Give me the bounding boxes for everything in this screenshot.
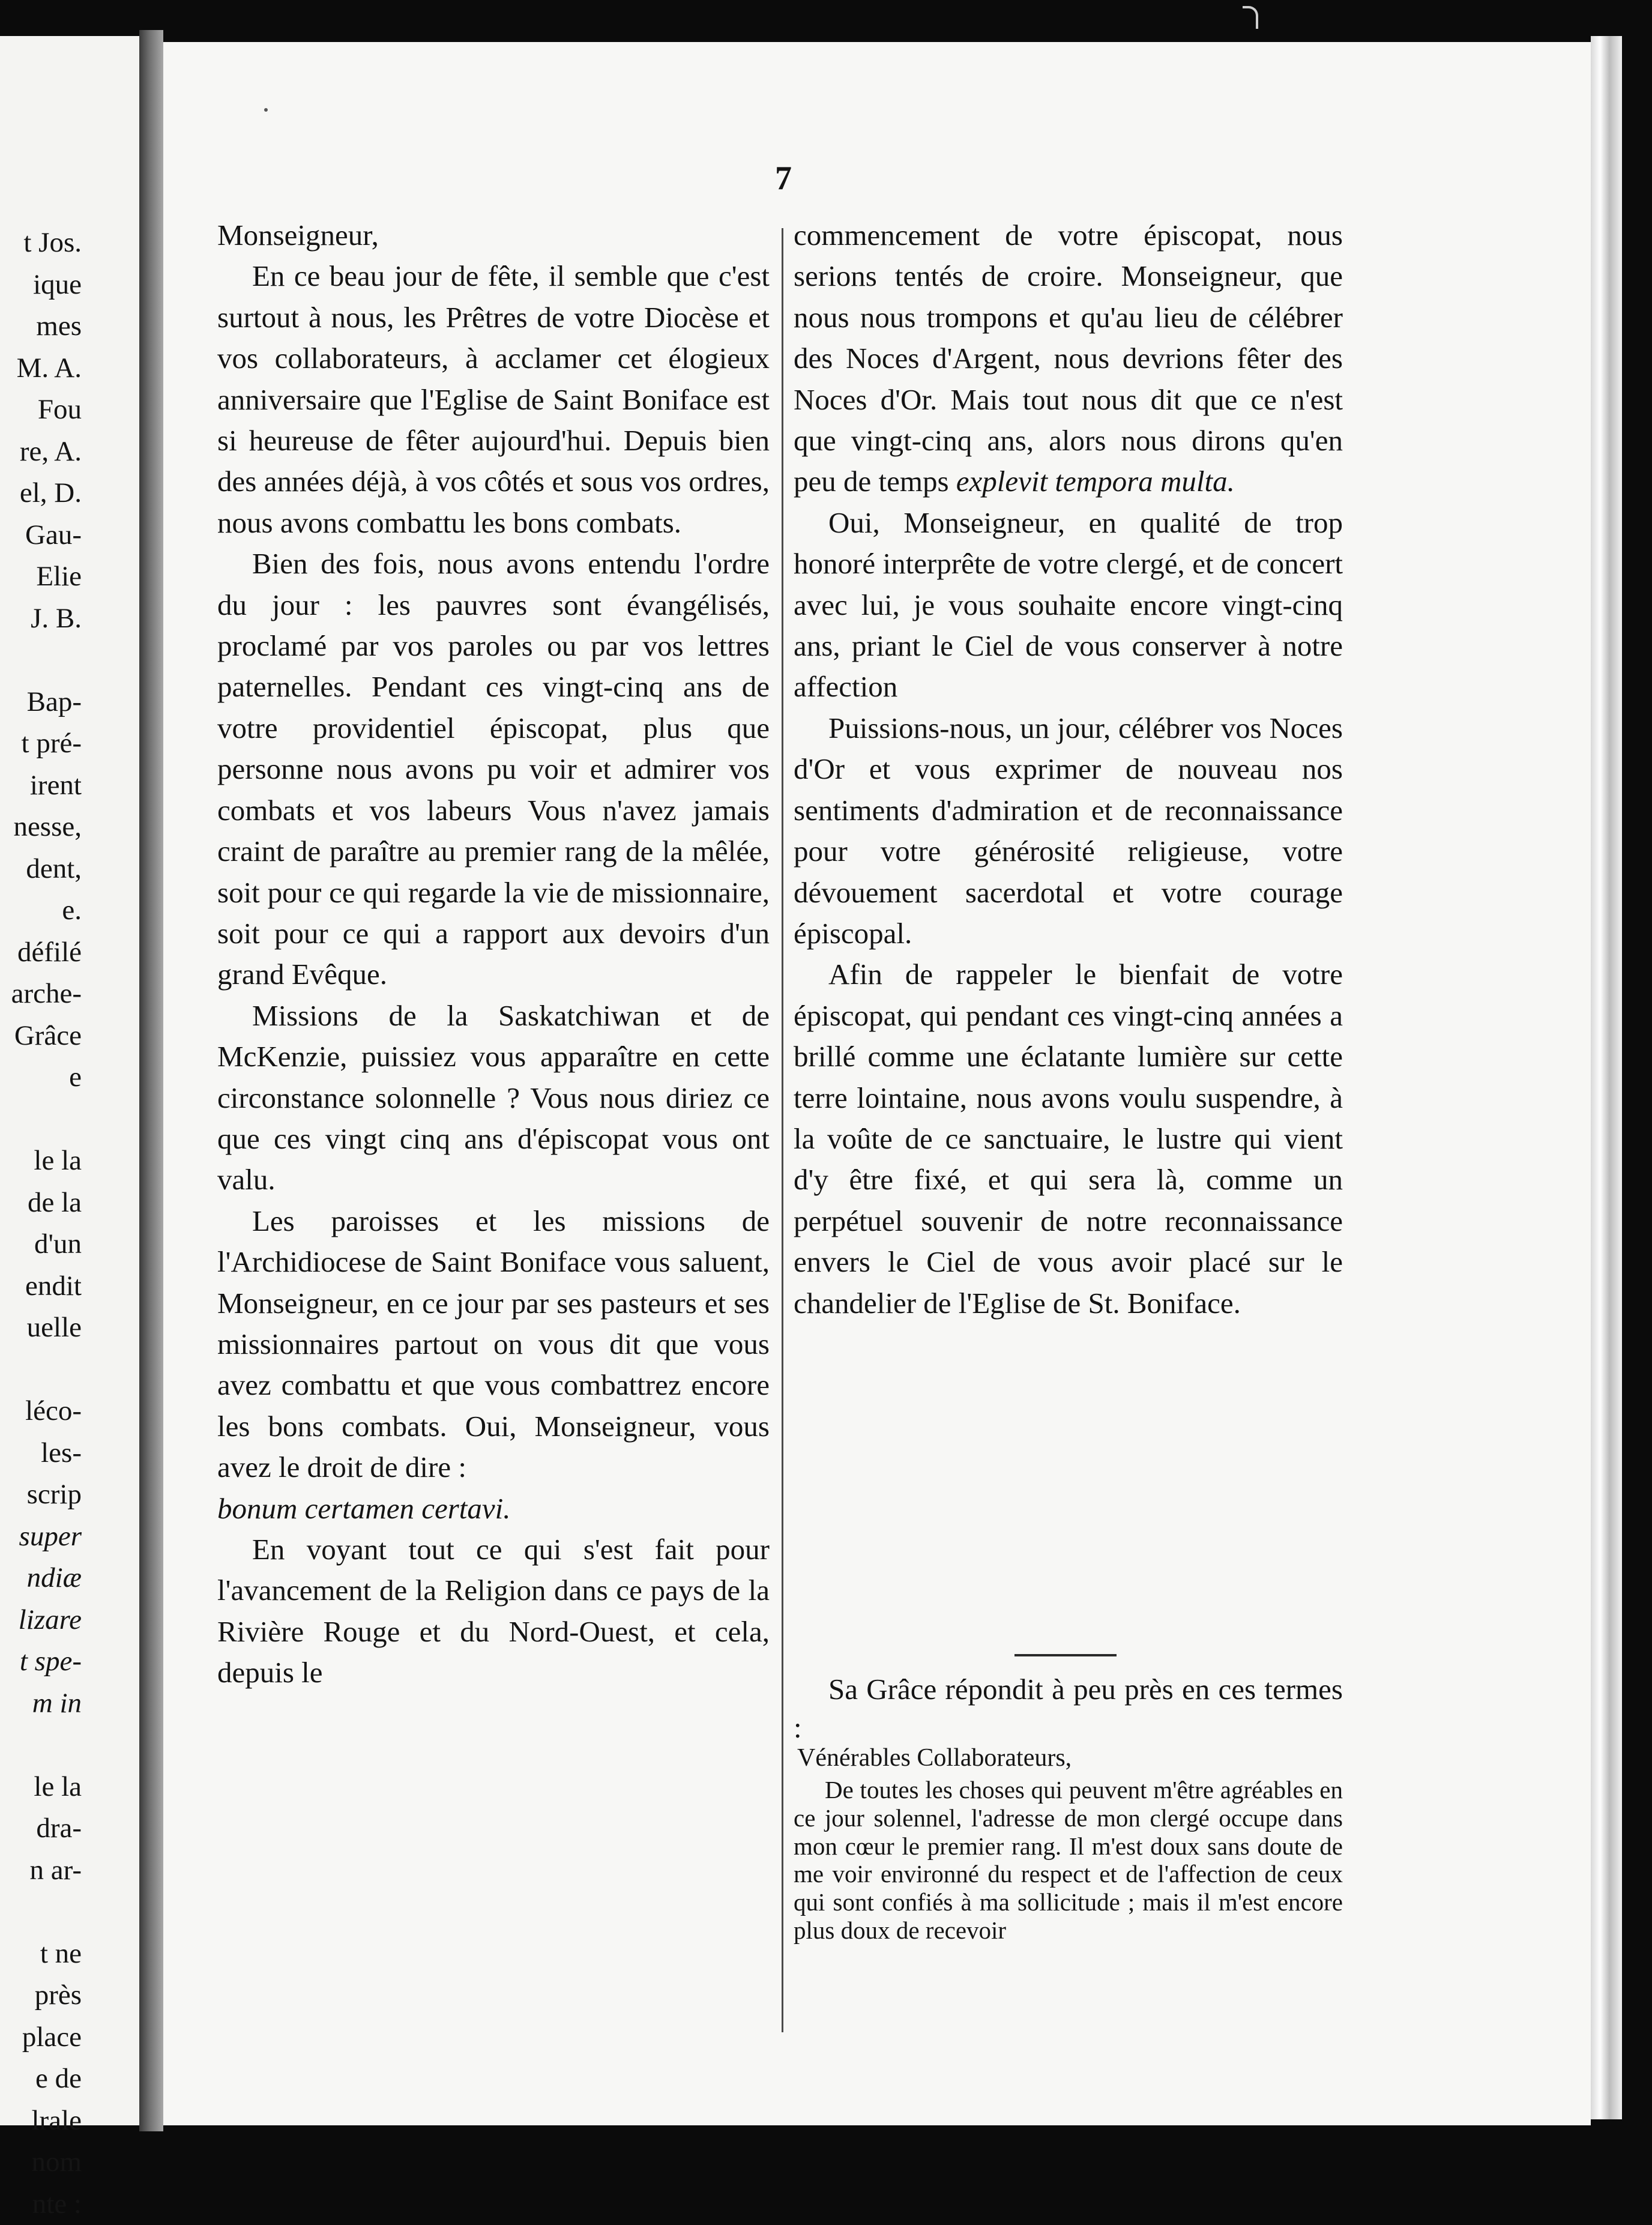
previous-page-line: t pré- <box>0 723 82 765</box>
previous-page-line: le la <box>0 1140 82 1182</box>
previous-page-line: ique <box>0 264 82 306</box>
previous-page-line: nte : <box>0 2184 82 2225</box>
previous-page-line: J. B. <box>0 598 82 640</box>
previous-page-line: mes <box>0 306 82 348</box>
previous-page-line: e. <box>0 890 82 932</box>
section-separator <box>1014 1654 1117 1656</box>
previous-page-line <box>0 639 82 681</box>
paragraph <box>794 215 1343 503</box>
previous-page-line: re, A. <box>0 431 82 473</box>
reply-speech-text: De toutes les choses qui peuvent m'être agréables en ce jour solennel, l'adresse de mon clergé occupe dans mon cœur le premier rang. Il m'est doux sans doute de me voir environné du respect et de l'affection de ceux qui sont confiés à ma sollicitude ; mais il m'est encore plus doux de recevoir <box>794 1776 1343 1945</box>
previous-page-line: n ar- <box>0 1850 82 1892</box>
previous-page-line: e <box>0 1057 82 1099</box>
previous-page <box>0 36 139 2125</box>
latin-quote-text: bonum certamen certavi. <box>217 1492 511 1525</box>
previous-page-line: t spe- <box>0 1641 82 1683</box>
ink-speck <box>264 108 268 112</box>
paragraph: Afin de rappeler le bienfait de votre épiscopat, qui pendant ces vingt-cinq années a brillé comme une éclatante lumière sur cette terre lointaine, nous avons voulu suspendre, à la voûte de ce sanctuaire, le lustre qui vient d'y être fixé, et qui sera là, comme un perpétuel souvenir de notre reconnaissance envers le Ciel de vous avoir placé sur le chandelier de l'Eglise de St. Boniface. <box>794 954 1343 1324</box>
previous-page-line: de la <box>0 1182 82 1224</box>
previous-page-line: scrip <box>0 1474 82 1516</box>
left-column <box>217 215 770 1694</box>
paragraph: Puissions-nous, un jour, célébrer vos Noces d'Or et vous exprimer de nouveau nos sentiments d'admiration et de reconnaissance pour votre générosité religieuse, votre dévouement sacerdotal et votre courage épiscopal. <box>794 708 1343 954</box>
previous-page-line: M. A. <box>0 348 82 390</box>
previous-page-line: arche- <box>0 973 82 1015</box>
page-number: 7 <box>762 159 804 198</box>
previous-page-line: Bap- <box>0 681 82 723</box>
previous-page-line: nom <box>0 2142 82 2184</box>
paragraph: En voyant tout ce qui s'est fait pour l'avancement de la Religion dans ce pays de la Rivière Rouge et du Nord-Ouest, et cela, depuis le <box>217 1529 770 1694</box>
previous-page-line: lizare <box>0 1599 82 1641</box>
previous-page-line: Elie <box>0 556 82 598</box>
previous-page-text <box>0 222 82 2225</box>
column-divider <box>782 228 783 2032</box>
reply-intro <box>794 1670 1343 1747</box>
paragraph: Missions de la Saskatchiwan et de McKenzie, puissiez vous apparaître en cette circonstance solonnelle ? Vous nous diriez ce que ces vingt cinq ans d'épiscopat vous ont valu. <box>217 995 770 1201</box>
paragraph-text: commencement de votre épiscopat, nous serions tentés de croire. Monseigneur, que nous nous trompons et qu'au lieu de célébrer des Noces d'Argent, nous devrions fêter des Noces d'Or. Mais tout nous dit que ce n'est que vingt-cinq ans, alors nous dirons qu'en peu de temps <box>794 219 1343 498</box>
previous-page-line: endit <box>0 1266 82 1308</box>
previous-page-line: e de <box>0 2058 82 2100</box>
latin-quote <box>217 1488 770 1529</box>
right-column <box>794 215 1343 1324</box>
paragraph: Oui, Monseigneur, en qualité de trop honoré interprête de votre clergé, et de concert avec lui, je vous souhaite encore vingt-cinq ans, priant le Ciel de vous conserver à notre affection <box>794 503 1343 708</box>
previous-page-line: Grâce <box>0 1015 82 1057</box>
previous-page-line: Fou <box>0 389 82 431</box>
previous-page-line: t Jos. <box>0 222 82 264</box>
previous-page-line: ndiæ <box>0 1557 82 1599</box>
previous-page-line: dra- <box>0 1808 82 1850</box>
paragraph: Bien des fois, nous avons entendu l'ordre du jour : les pauvres sont évangélisés, proclamé par vos paroles ou par vos lettres paternelles. Pendant ces vingt-cinq ans de votre providentiel épiscopat, plus que personne nous avons pu voir et admirer vos combats et vos labeurs Vous n'avez jamais craint de paraître au premier rang de la mêlée, soit pour ce qui regarde la vie de missionnaire, soit pour ce qui a rapport aux devoirs d'un grand Evêque. <box>217 543 770 995</box>
reply-intro-text: Sa Grâce répondit à peu près en ces termes : <box>794 1670 1343 1747</box>
previous-page-line <box>0 1724 82 1766</box>
previous-page-line: Gau- <box>0 515 82 557</box>
previous-page-line: lrale <box>0 2100 82 2142</box>
previous-page-line <box>0 1099 82 1141</box>
previous-page-line: irent <box>0 765 82 807</box>
reply-salutation: Vénérables Collaborateurs, <box>797 1741 1337 1775</box>
previous-page-line: défilé <box>0 932 82 974</box>
previous-page-line <box>0 1891 82 1933</box>
previous-page-line: le la <box>0 1766 82 1808</box>
page-edge <box>1591 36 1622 2119</box>
previous-page-line: el, D. <box>0 472 82 515</box>
book-gutter <box>139 30 163 2131</box>
previous-page-line: place <box>0 2017 82 2059</box>
previous-page-line: près <box>0 1975 82 2017</box>
previous-page-line: dent, <box>0 848 82 890</box>
paragraph: Les paroisses et les missions de l'Archidiocese de Saint Boniface vous saluent, Monseigneur, en ce jour par ses pasteurs et ses missionnaires partout on vous dit que vous avez combattu et que vous combattrez encore les bons combats. Oui, Monseigneur, vous avez le droit de dire : <box>217 1201 770 1488</box>
previous-page-line: uelle <box>0 1307 82 1349</box>
previous-page-line: les- <box>0 1433 82 1475</box>
previous-page-line: léco- <box>0 1390 82 1433</box>
corner-mark <box>1243 6 1258 29</box>
previous-page-line: nesse, <box>0 806 82 848</box>
previous-page-line: super <box>0 1516 82 1558</box>
paragraph: En ce beau jour de fête, il semble que c'est surtout à nous, les Prêtres de votre Diocèse et vos collaborateurs, à acclamer cet élogieux anniversaire que l'Eglise de Saint Boniface est si heureuse de fêter aujourd'hui. Depuis bien des années déjà, à vos côtés et sous vos ordres, nous avons combattu les bons combats. <box>217 256 770 543</box>
salutation: Monseigneur, <box>217 215 770 256</box>
previous-page-line: m in <box>0 1683 82 1725</box>
previous-page-line <box>0 1349 82 1391</box>
reply-speech <box>794 1776 1343 1945</box>
previous-page-line: t ne <box>0 1933 82 1975</box>
latin-quote: explevit tempora multa. <box>956 465 1235 498</box>
previous-page-line: d'un <box>0 1224 82 1266</box>
